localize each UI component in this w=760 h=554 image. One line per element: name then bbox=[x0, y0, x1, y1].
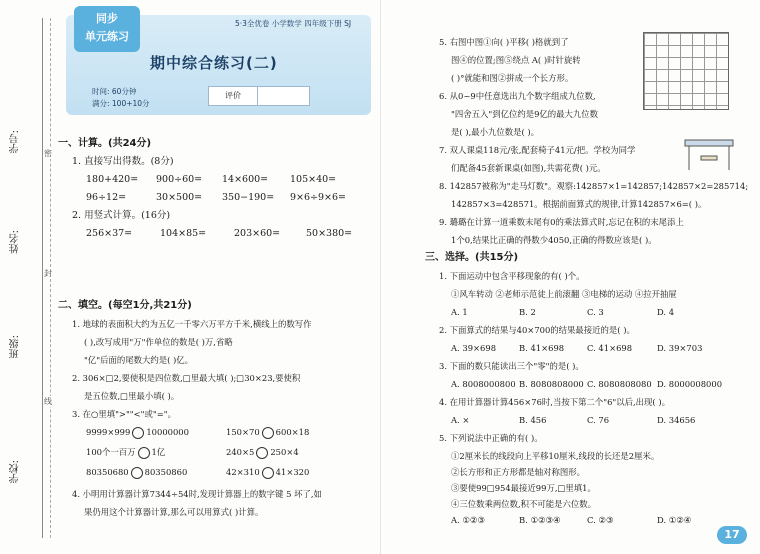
question-1-1: 1. 直接写出得数。(8分) bbox=[72, 156, 174, 167]
calc-item: 105×40= bbox=[290, 174, 337, 185]
fill-question-1-line-1: 1. 地球的表面积大约为五亿一千零六万平方千米,横线上的数写作 bbox=[72, 319, 312, 329]
option-c[interactable]: C. 3 bbox=[587, 307, 604, 317]
fill-question-5-line-1: 5. 右图中图①向( )平移( )格就到了 bbox=[439, 37, 569, 47]
fill-question-2-line-2: 是五位数,□里最小填( )。 bbox=[84, 391, 180, 401]
option-a[interactable]: A. ①②③ bbox=[451, 515, 485, 525]
vertical-calc-item: 50×380= bbox=[306, 228, 353, 239]
fill-question-1-line-3: "亿"后面的尾数大约是( )亿。 bbox=[84, 355, 194, 365]
statement-4: ④三位数乘两位数,积不可能是六位数。 bbox=[451, 499, 597, 509]
full-score-info: 满分: 100+10分 bbox=[92, 99, 150, 108]
fill-question-6-line-2: "四舍五入"到亿位约是9亿的最大九位数 bbox=[451, 109, 599, 119]
section-1-heading: 一、计算。(共24分) bbox=[58, 138, 152, 149]
score-label: 评价 bbox=[209, 87, 258, 105]
option-d[interactable]: D. 8000008000 bbox=[657, 379, 723, 389]
calc-item: 180+420= bbox=[86, 174, 139, 185]
compare-left: 80350680 80350860 bbox=[86, 467, 188, 477]
desk-chair-figure bbox=[681, 132, 741, 176]
compare-right: 150×70 600×18 bbox=[226, 427, 310, 437]
option-b[interactable]: B. 2 bbox=[519, 307, 536, 317]
calc-item: 96÷12= bbox=[86, 192, 127, 203]
class-label: 班级: bbox=[10, 335, 21, 359]
name-label: 姓名: bbox=[10, 230, 21, 254]
statement-1: ①2厘米长的线段向上平移10厘米,线段的长还是2厘米。 bbox=[451, 451, 660, 461]
book-header: 5·3全优卷 小学数学 四年级下册 SJ bbox=[235, 19, 352, 28]
fill-question-7-line-1: 7. 双人课桌118元/张,配套椅子41元/把。学校为同学 bbox=[439, 145, 636, 155]
fill-question-2-line-1: 2. 306×□2,要使积是四位数,□里最大填( );□30×23,要使积 bbox=[72, 373, 301, 383]
fill-question-6-line-1: 6. 从0~9中任意选出九个数字组成九位数, bbox=[439, 91, 596, 101]
fill-question-6-line-3: 是( ),最小九位数是( )。 bbox=[451, 127, 540, 137]
fill-question-8-line-2: 142857×3=428571。根据前面算式的规律,计算142857×6=( )。 bbox=[451, 199, 707, 209]
choice-question-5: 5. 下列说法中正确的有( )。 bbox=[439, 433, 543, 443]
option-b[interactable]: B. 41×698 bbox=[519, 343, 565, 353]
shape-grid-figure bbox=[643, 32, 729, 110]
choice-question-3: 3. 下面的数只能读出三个"零"的是( )。 bbox=[439, 361, 584, 371]
calc-item: 900÷60= bbox=[156, 174, 203, 185]
calc-item: 30×500= bbox=[156, 192, 203, 203]
choice-1-options-text: ①风车转动 ②老师示范徒上前滚翻 ③电梯的运动 ④拉开抽屉 bbox=[451, 289, 677, 299]
option-c[interactable]: C. 8080808080 bbox=[587, 379, 652, 389]
option-d[interactable]: D. 4 bbox=[657, 307, 675, 317]
option-d[interactable]: D. ①②④ bbox=[657, 515, 692, 525]
question-1-2: 2. 用竖式计算。(16分) bbox=[72, 210, 171, 221]
option-c[interactable]: C. 41×698 bbox=[587, 343, 633, 353]
option-c[interactable]: C. ②③ bbox=[587, 515, 614, 525]
calc-item: 9×6÷9×6= bbox=[290, 192, 347, 203]
calc-item: 350−190= bbox=[222, 192, 275, 203]
student-id-label: 学号: bbox=[10, 130, 21, 154]
compare-circle[interactable] bbox=[256, 447, 268, 459]
sync-exercise-tag: 同步 单元练习 bbox=[74, 6, 140, 52]
statement-3: ③要使99□954最接近99万,□里填1。 bbox=[451, 483, 596, 493]
section-2-heading: 二、填空。(每空1分,共21分) bbox=[58, 300, 192, 311]
compare-left: 9999×999 10000000 bbox=[86, 427, 189, 437]
compare-circle[interactable] bbox=[262, 427, 274, 439]
right-page bbox=[380, 0, 760, 554]
fill-question-5-line-3: ( )°就能和图②拼成一个长方形。 bbox=[451, 73, 574, 83]
choice-question-1: 1. 下面运动中包含平移现象的有( )个。 bbox=[439, 271, 585, 281]
choice-question-4: 4. 在用计算器计算456×76时,当按下第二个"6"以后,出现( )。 bbox=[439, 397, 670, 407]
vertical-calc-item: 104×85= bbox=[160, 228, 207, 239]
option-a[interactable]: A. 8008000800 bbox=[451, 379, 516, 389]
compare-circle[interactable] bbox=[138, 447, 150, 459]
option-a[interactable]: A. 39×698 bbox=[451, 343, 497, 353]
compare-circle[interactable] bbox=[132, 427, 144, 439]
time-info: 时间: 60分钟 bbox=[92, 87, 137, 96]
page-number: 17 bbox=[717, 526, 747, 544]
score-box[interactable] bbox=[208, 86, 310, 106]
fill-question-9-line-1: 9. 璐璐在计算一道乘数末尾有0的乘法算式时,忘记在积的末尾添上 bbox=[439, 217, 684, 227]
vertical-calc-item: 256×37= bbox=[86, 228, 133, 239]
compare-right: 240×5 250×4 bbox=[226, 447, 299, 457]
option-b[interactable]: B. ①②③④ bbox=[519, 515, 561, 525]
vertical-calc-item: 203×60= bbox=[234, 228, 281, 239]
option-b[interactable]: B. 456 bbox=[519, 415, 547, 425]
seal-mark-2: 封 bbox=[44, 269, 52, 278]
fill-question-4-line-1: 4. 小明用计算器计算7344÷54时,发现计算器上的数字键 5 坏了,如 bbox=[72, 489, 322, 499]
statement-2: ②长方形和正方形都是轴对称图形。 bbox=[451, 467, 585, 477]
option-d[interactable]: D. 39×703 bbox=[657, 343, 703, 353]
option-b[interactable]: B. 8080808000 bbox=[519, 379, 584, 389]
seal-mark-3: 线 bbox=[44, 397, 52, 406]
compare-left: 100个一百万 1亿 bbox=[86, 447, 166, 457]
fill-question-9-line-2: 1个0,结果比正确的得数少4050,正确的得数应该是( )。 bbox=[451, 235, 657, 245]
fill-question-7-line-2: 们配备45套新课桌(如图),共需花费( )元。 bbox=[451, 163, 606, 173]
fill-question-5-line-2: 图④的位置;图⑤绕点 A( )时针旋转 bbox=[451, 55, 581, 65]
page-title: 期中综合练习(二) bbox=[150, 54, 278, 72]
compare-right: 42×310 41×320 bbox=[226, 467, 310, 477]
option-c[interactable]: C. 76 bbox=[587, 415, 610, 425]
option-d[interactable]: D. 34656 bbox=[657, 415, 696, 425]
seal-mark-1: 密 bbox=[44, 149, 52, 158]
school-label: 学校: bbox=[10, 460, 21, 484]
fill-question-8-line-1: 8. 142857被称为"走马灯数"。观察:142857×1=142857;142857×2=285714; bbox=[439, 181, 749, 191]
option-a[interactable]: A. × bbox=[451, 415, 470, 425]
section-3-heading: 三、选择。(共15分) bbox=[425, 252, 519, 263]
choice-question-2: 2. 下面算式的结果与40×700的结果最接近的是( )。 bbox=[439, 325, 635, 335]
binding-line bbox=[42, 18, 43, 538]
option-a[interactable]: A. 1 bbox=[451, 307, 468, 317]
fill-question-4-line-2: 果仍用这个计算器计算,那么可以用算式( )计算。 bbox=[84, 507, 264, 517]
compare-circle[interactable] bbox=[131, 467, 143, 479]
fill-question-3: 3. 在○里填">""<"或"="。 bbox=[72, 409, 177, 419]
calc-item: 14×600= bbox=[222, 174, 269, 185]
compare-circle[interactable] bbox=[262, 467, 274, 479]
fill-question-1-line-2: ( ),改写成用"万"作单位的数是( )万,省略 bbox=[84, 337, 233, 347]
